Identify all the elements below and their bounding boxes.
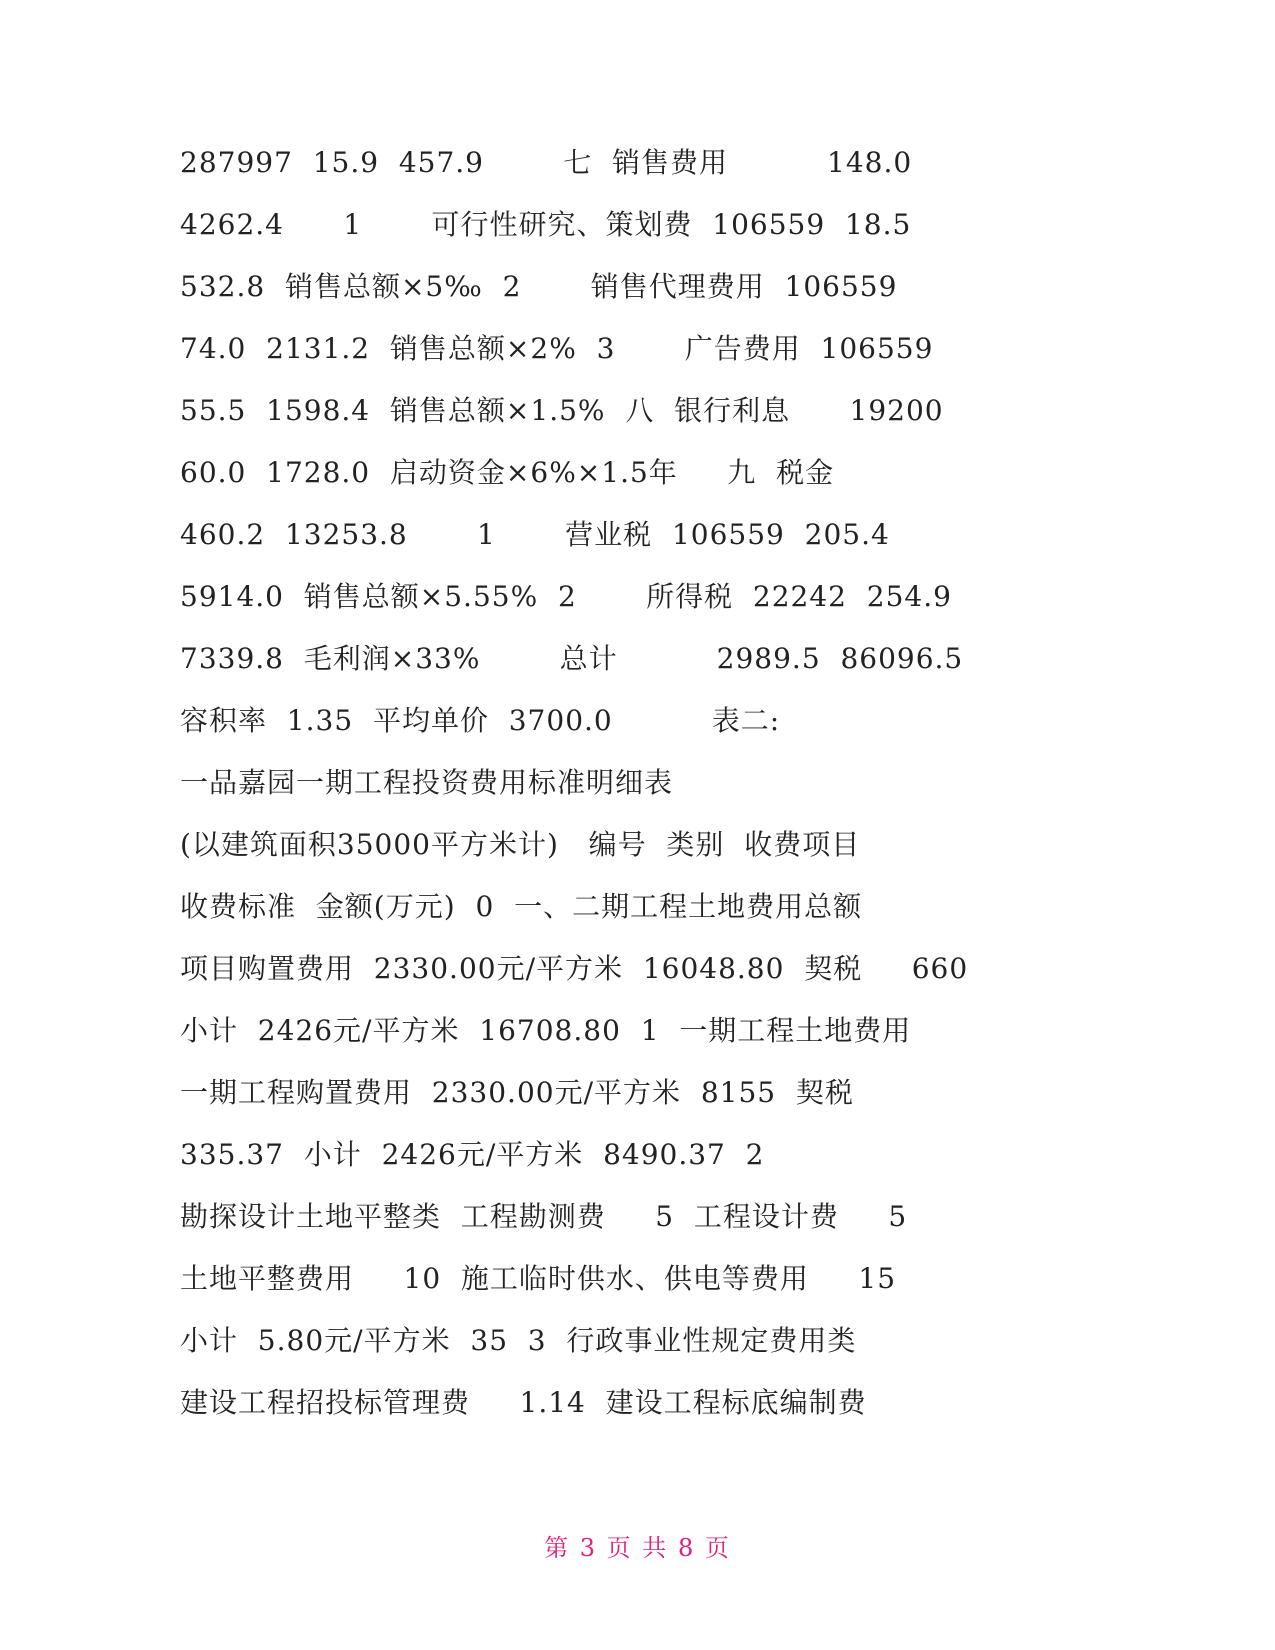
text-line: 60.0 1728.0 启动资金×6%×1.5年 九 税金 bbox=[180, 456, 835, 489]
text-line: 532.8 销售总额×5‰ 2 销售代理费用 106559 bbox=[180, 270, 898, 303]
text-line: 一品嘉园一期工程投资费用标准明细表 bbox=[180, 766, 674, 799]
text-line: (以建筑面积35000平方米计) 编号 类别 收费项目 bbox=[180, 828, 861, 861]
text-line: 项目购置费用 2330.00元/平方米 16048.80 契税 660 bbox=[180, 952, 969, 985]
text-line: 小计 5.80元/平方米 35 3 行政事业性规定费用类 bbox=[180, 1324, 857, 1357]
text-line: 容积率 1.35 平均单价 3700.0 表二: bbox=[180, 704, 781, 737]
page-number-footer: 第 3 页 共 8 页 bbox=[544, 1534, 731, 1562]
text-line: 5914.0 销售总额×5.55% 2 所得税 22242 254.9 bbox=[180, 580, 952, 613]
text-line: 建设工程招投标管理费 1.14 建设工程标底编制费 bbox=[180, 1386, 867, 1419]
text-line: 收费标准 金额(万元) 0 一、二期工程土地费用总额 bbox=[180, 890, 863, 923]
text-line: 4262.4 1 可行性研究、策划费 106559 18.5 bbox=[180, 208, 912, 241]
text-line: 74.0 2131.2 销售总额×2% 3 广告费用 106559 bbox=[180, 332, 934, 365]
text-line: 勘探设计土地平整类 工程勘测费 5 工程设计费 5 bbox=[180, 1200, 908, 1233]
text-line: 287997 15.9 457.9 七 销售费用 148.0 bbox=[180, 146, 913, 179]
text-line: 55.5 1598.4 销售总额×1.5% 八 银行利息 19200 bbox=[180, 394, 944, 427]
text-line: 7339.8 毛利润×33% 总计 2989.5 86096.5 bbox=[180, 642, 964, 675]
document-body bbox=[180, 140, 1060, 1442]
text-line: 小计 2426元/平方米 16708.80 1 一期工程土地费用 bbox=[180, 1014, 912, 1047]
text-line: 460.2 13253.8 1 营业税 106559 205.4 bbox=[180, 518, 890, 551]
text-line: 土地平整费用 10 施工临时供水、供电等费用 15 bbox=[180, 1262, 897, 1295]
text-line: 一期工程购置费用 2330.00元/平方米 8155 契税 bbox=[180, 1076, 854, 1109]
text-line: 335.37 小计 2426元/平方米 8490.37 2 bbox=[180, 1138, 765, 1171]
